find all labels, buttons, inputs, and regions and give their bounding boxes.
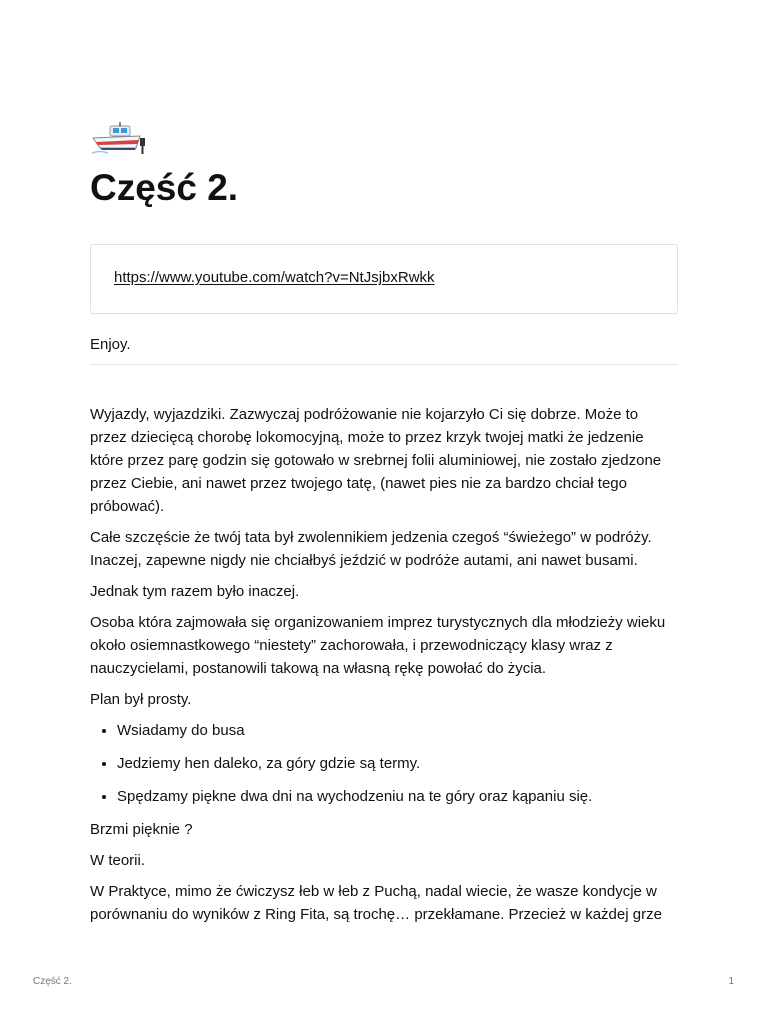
paragraph-6: Brzmi pięknie ?	[90, 821, 193, 838]
link-bookmark[interactable]	[90, 244, 678, 314]
list-item: • Wsiadamy do busa	[117, 719, 678, 742]
page-number: 1	[728, 976, 734, 987]
paragraph-3: Jednak tym razem było inaczej.	[90, 583, 300, 600]
document-page	[90, 120, 678, 934]
paragraph-4: Osoba która zajmowała się organizowaniem imprez turystycznych dla młodzieży wieku około osiemnastkowego “niestety” zachorowała, i przewodniczący klasy wraz z nauczycielami, postanowili takową na własną rękę powołać do życia.	[90, 614, 666, 677]
motor-boat-icon	[90, 120, 148, 158]
paragraph-5: Plan był prosty.	[90, 691, 192, 708]
list-item: • Jedziemy hen daleko, za góry gdzie są termy.	[117, 752, 678, 775]
list-item: • Spędzamy piękne dwa dni na wychodzeniu na te góry oraz kąpaniu się.	[117, 785, 678, 808]
youtube-link[interactable]: https://www.youtube.com/watch?v=NtJsjbxRwkk	[114, 269, 435, 286]
paragraph-7: W teorii.	[90, 852, 146, 869]
paragraph-1: Wyjazdy, wyjazdziki. Zazwyczaj podróżowanie nie kojarzyło Ci się dobrze. Może to przez dziecięcą chorobę lokomocyjną, może to przez krzyk twojej matki że jedzenie które przez parę godzin się gotowało w srebrnej folii aluminiowej, nie zostało zjedzone przez Ciebie, ani nawet przez twojego tatę, (nawet pies nie za bardzo chciał tego próbować).	[90, 406, 662, 515]
paragraph-8: W Praktyce, mimo że ćwiczysz łeb w łeb z Puchą, nadal wiecie, że wasze kondycje w porównaniu do wyników z Ring Fita, są trochę… przekłamane. Przecież w każdej grze	[90, 883, 662, 923]
paragraph-2: Całe szczęście że twój tata był zwolennikiem jedzenia czegoś “świeżego” w podróży. Inaczej, zapewne nigdy nie chciałbyś jeździć w podróże autami, ani nawet busami.	[90, 529, 652, 569]
page-title: Część 2.	[90, 167, 239, 208]
plan-list	[90, 719, 678, 808]
intro-text: Enjoy.	[90, 336, 131, 353]
footer-title: Część 2.	[33, 976, 72, 987]
divider	[90, 364, 678, 365]
